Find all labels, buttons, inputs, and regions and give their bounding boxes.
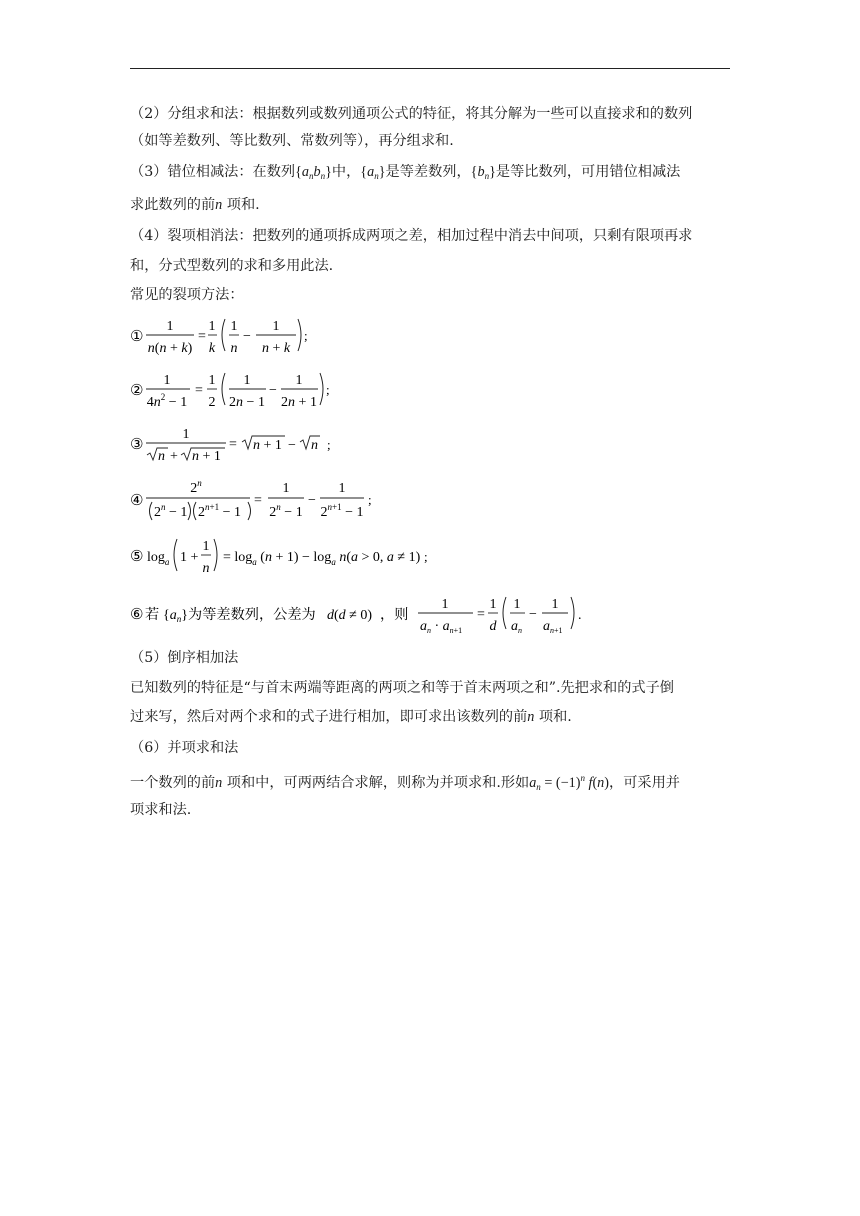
text-line-telescoping-2: 和，分式型数列的求和多用此法. [130,258,334,274]
dislocation-end: 是等比数列，可用错位相减法 [495,164,681,180]
svg-text:2n: 2$^n$ [190,478,202,496]
text-line-grouping-2: （如等差数列、等比数列、常数列等），再分组求和. [130,133,454,149]
seq-anbn: $\{a_nb_n\}$ [295,164,332,181]
svg-text:n + 1: n + 1 [192,449,221,464]
svg-text:4n2 − 1: $4n^2 - 1$ [146,392,188,410]
svg-text:−: − [288,438,296,453]
formula-6-text-b: 为等差数列，公差为 [188,607,316,623]
svg-text:1: 1 [272,319,280,334]
svg-text:=: = [477,607,485,622]
var-n-2: n [527,709,535,725]
text-line-merge-2: 项求和法. [130,802,192,818]
text-line-reverse-2 [130,707,730,727]
svg-text:−: − [308,493,316,508]
svg-text:−: − [269,383,277,398]
svg-text:d: d [489,619,497,634]
text-line-merge-title: （6）并项求和法 [130,740,239,756]
svg-text:{an}: $\{a_n\}$ [163,608,188,624]
svg-text:2n + 1: 2n + 1 [281,395,317,410]
formula-5-marker: ⑤ [130,547,144,565]
svg-text:.: . [578,608,582,623]
formula-6-marker: ⑥ [130,605,144,623]
svg-text:2n − 1: $2^n - 1$ [154,502,188,520]
seq-an: $\{a_n\}$ [360,164,386,181]
text-line-grouping-1: （2）分组求和法：根据数列或数列通项公式的特征，将其分解为一些可以直接求和的数列 [130,106,693,122]
formula-3-marker: ③ [130,435,144,453]
svg-text:2n+1 − 1: $2^{n+1} - 1$ [320,502,364,520]
text-line-telescoping-1: （4）裂项相消法：把数列的通项拆成两项之差，相加过程中消去中间项，只剩有限项再求 [130,228,693,244]
svg-text:k: k [208,341,216,356]
svg-text:n + k: n + k [261,341,291,356]
svg-text:1: 1 [551,597,559,612]
svg-text:−: − [529,607,537,622]
formula-4-marker: ④ [130,491,144,509]
formula-3 [130,422,350,470]
formula-merge-an: $a_n = (-1)^n$ f(n) [529,773,609,792]
formula-1-marker: ① [130,327,144,345]
formula-6 [130,592,590,640]
svg-text:1: 1 [182,427,190,442]
svg-text:1: 1 [441,597,449,612]
svg-text:−: − [243,329,251,344]
svg-text:2n − 1: $2^n - 1$ [269,502,303,520]
merge-l1d: ，可采用并 [609,775,680,791]
formula-4-svg [130,476,380,524]
svg-text:=: = [195,383,203,398]
svg-text:;: ; [304,328,308,343]
svg-text:=: = [229,437,237,452]
dislocation-l2a: 求此数列的前 [130,197,216,213]
svg-text:d(d ≠ 0): d(d ≠ 0) [327,608,373,623]
svg-text:1: 1 [230,319,238,334]
formula-6-text-a: 若 [145,607,160,623]
text-line-reverse-title: （5）倒序相加法 [130,650,239,666]
svg-text:;: ; [424,549,428,564]
svg-text:1: 1 [489,597,497,612]
text-line-reverse-1: 已知数列的特征是“与首末两端等距离的两项之和等于首末两项之和”.先把求和的式子倒 [130,680,674,696]
formula-4 [130,476,380,528]
merge-l1a: 一个数列的前 [130,775,216,791]
svg-text:2: 2 [208,395,216,410]
dislocation-mid1: 中， [331,164,361,180]
svg-text:1: 1 [163,373,171,388]
formula-2-svg [130,368,340,412]
reverse-l2c: 项和. [538,709,572,725]
svg-text:n(n + k): n(n + k) [147,341,193,356]
svg-text:1: 1 [243,373,251,388]
dislocation-l2c: 项和. [226,197,260,213]
svg-text:1 +: 1 + [180,550,199,565]
text-line-merge-1 [130,768,730,797]
svg-text:1: 1 [295,373,303,388]
seq-bn: $\{b_n\}$ [470,164,496,181]
merge-l1c: 项和中，可两两结合求解，则称为并项求和.形如 [226,775,530,791]
svg-text:;: ; [326,382,330,397]
text-line-dislocation-2 [130,195,730,215]
formula-1 [130,314,330,362]
svg-text:1: 1 [202,539,210,554]
svg-text:1: 1 [166,319,174,334]
formula-3-svg [130,422,350,466]
reverse-l2a: 过来写，然后对两个求和的式子进行相加，即可求出该数列的前 [130,709,528,725]
svg-text:=: = [198,329,206,344]
formula-6-text-c: ，则 [380,607,409,623]
formula-5 [130,534,440,582]
svg-text:an+1: $a_{n+1}$ [543,619,563,635]
svg-text:n: n [311,438,318,453]
formula-5-svg [130,534,440,578]
svg-text:loga: $\log_a$ [147,550,170,567]
svg-text:an · an+1: $a_n \cdot a_{n+1}$ [420,619,463,635]
svg-text:2n+1 − 1: $2^{n+1} - 1$ [198,502,241,520]
text-line-common-methods: 常见的裂项方法： [130,287,244,303]
svg-text:1: 1 [513,597,521,612]
svg-text:;: ; [368,492,372,507]
text-line-dislocation-1 [130,162,730,186]
dislocation-mid2: 是等差数列， [385,164,471,180]
svg-text:=: = [254,493,262,508]
dislocation-intro: （3）错位相减法：在数列 [130,164,296,180]
header-rule [130,68,730,69]
formula-2 [130,368,340,416]
svg-text:n + 1: n + 1 [253,438,282,453]
svg-text:n: n [230,341,238,356]
formula-1-svg [130,314,330,358]
svg-text:1: 1 [338,481,346,496]
svg-text:n: n [202,561,210,576]
svg-text:;: ; [327,437,331,452]
formula-6-svg [130,592,590,636]
svg-text:2n − 1: 2n − 1 [229,395,265,410]
svg-text:+: + [170,449,178,464]
svg-text:an: $a_n$ [511,619,522,635]
svg-text:= loga (n + 1) − loga n(a > 0,: = $\log_a (n + 1) - \log_a n(a > 0$, a ≠ 1) [223,550,421,567]
var-n: n [215,197,223,213]
svg-text:1: 1 [282,481,290,496]
formula-2-marker: ② [130,381,144,399]
var-n-3: n [215,775,223,791]
svg-text:1: 1 [208,319,216,334]
svg-text:n: n [158,449,165,464]
svg-text:1: 1 [208,373,216,388]
